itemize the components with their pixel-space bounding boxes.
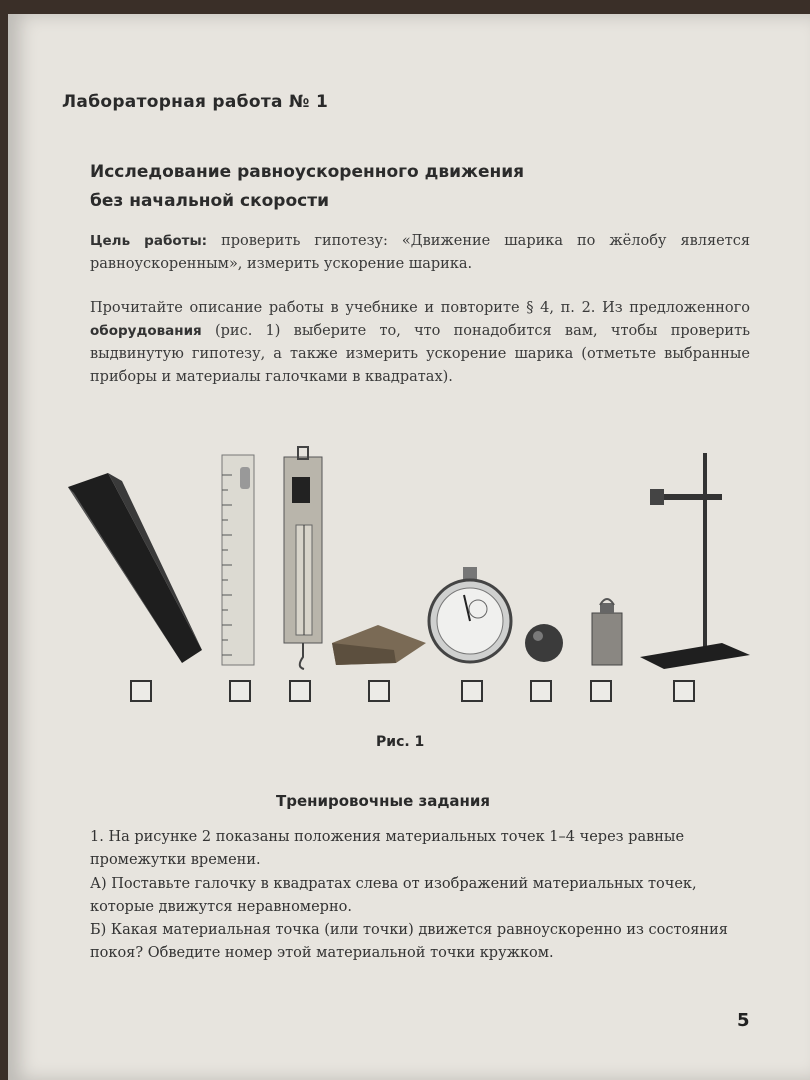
figure-caption: Рис. 1 bbox=[376, 734, 425, 750]
instr-part1: Прочитайте описание работы в учебнике и повторите § 4, п. 2. Из предложенного bbox=[90, 300, 750, 316]
lab-stand-image bbox=[640, 453, 750, 669]
ruler-image bbox=[222, 455, 254, 665]
page-number: 5 bbox=[737, 1010, 750, 1031]
main-title-line1: Исследование равноускоренного движения bbox=[90, 162, 525, 182]
dynamometer-image bbox=[284, 447, 322, 669]
task-1-b: Б) Какая материальная точка (или точки) движется равноускоренно из состояния покоя? Обведите номер этой материальной точки кружком. bbox=[90, 922, 728, 961]
equipment-checkbox-3[interactable] bbox=[289, 680, 311, 702]
equipment-checkbox-4[interactable] bbox=[368, 680, 390, 702]
instr-bold: оборудования bbox=[90, 323, 202, 339]
equipment-checkbox-2[interactable] bbox=[229, 680, 251, 702]
equipment-checkbox-7[interactable] bbox=[590, 680, 612, 702]
goal-paragraph bbox=[90, 230, 750, 276]
section-title: Тренировочные задания bbox=[276, 792, 491, 810]
equipment-figure bbox=[60, 445, 760, 715]
wooden-block-image bbox=[332, 625, 426, 665]
goal-label: Цель работы: bbox=[90, 233, 208, 249]
task-1: 1. На рисунке 2 показаны положения материальных точек 1–4 через равные промежутки времени. bbox=[90, 829, 685, 868]
lab-title: Лабораторная работа № 1 bbox=[62, 92, 329, 112]
main-title-line2: без начальной скорости bbox=[90, 191, 329, 211]
equipment-checkbox-8[interactable] bbox=[673, 680, 695, 702]
main-title bbox=[90, 158, 690, 216]
stopwatch-image bbox=[429, 567, 511, 662]
cylinder-weight-image bbox=[592, 599, 622, 665]
ball-image bbox=[525, 624, 563, 662]
task-1-a: А) Поставьте галочку в квадратах слева от изображений материальных точек, которые движутся неравномерно. bbox=[90, 876, 697, 915]
equipment-checkbox-5[interactable] bbox=[461, 680, 483, 702]
instr-part2: (рис. 1) выберите то, что понадобится вам, чтобы проверить выдвинутую гипотезу, а также измерить ускорение шарика (отметьте выбранные приборы и материалы галочками в квадратах). bbox=[90, 323, 750, 385]
goal-text: проверить гипотезу: «Движение шарика по жёлобу является равноускоренным», измерить ускорение шарика. bbox=[90, 233, 750, 272]
instruction-paragraph bbox=[90, 297, 750, 389]
equipment-checkbox-6[interactable] bbox=[530, 680, 552, 702]
equipment-checkbox-1[interactable] bbox=[130, 680, 152, 702]
trough-image bbox=[68, 473, 202, 663]
